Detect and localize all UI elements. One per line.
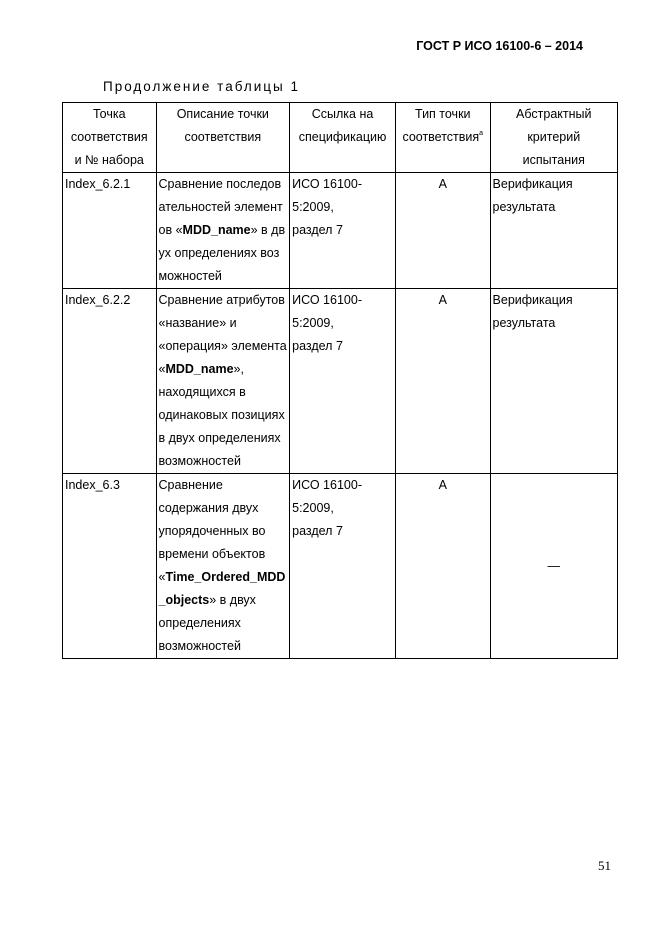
conformance-table xyxy=(62,102,618,659)
cell-description: Сравнение содержания двух упорядоченных во времени объектов «Time_Ordered_MDD_objects» в двух определениях возможностей xyxy=(156,474,290,659)
table-row xyxy=(63,289,618,474)
cell-spec-reference: ИСО 16100- 5:2009, раздел 7 xyxy=(290,474,396,659)
header-abstract-criterion: Абстрактный критерий испытания xyxy=(490,103,617,173)
header-spec-reference: Ссылка на спецификацию xyxy=(290,103,396,173)
cell-conformance-id: Index_6.2.1 xyxy=(63,173,157,289)
cell-criterion: Верификация результата xyxy=(490,173,617,289)
header-description: Описание точки соответствия xyxy=(156,103,290,173)
footnote-marker: a xyxy=(479,130,484,137)
cell-point-type: A xyxy=(395,474,490,659)
table-row xyxy=(63,173,618,289)
cell-conformance-id: Index_6.3 xyxy=(63,474,157,659)
cell-point-type: A xyxy=(395,289,490,474)
table-continuation-caption: Продолжение таблицы 1 xyxy=(103,79,300,94)
cell-spec-reference: ИСО 16100- 5:2009, раздел 7 xyxy=(290,289,396,474)
cell-point-type: A xyxy=(395,173,490,289)
cell-criterion: Верификация результата xyxy=(490,289,617,474)
table-row xyxy=(63,474,618,659)
cell-description: Сравнение атрибутов «название» и «операция» элемента «MDD_name», находящихся в одинаковых позициях в двух определениях возможностей xyxy=(156,289,290,474)
header-point-type: Тип точки соответствия$^a$ xyxy=(395,103,490,173)
cell-spec-reference: ИСО 16100- 5:2009, раздел 7 xyxy=(290,173,396,289)
header-conformance-point: Точка соответствия и № набора xyxy=(63,103,157,173)
cell-criterion-empty-dash: — xyxy=(490,474,617,659)
document-header: ГОСТ Р ИСО 16100-6 – 2014 xyxy=(416,39,583,53)
page-number: 51 xyxy=(598,858,611,873)
table-header-row xyxy=(63,103,618,173)
cell-conformance-id: Index_6.2.2 xyxy=(63,289,157,474)
cell-description: Сравнение последовательностей элементов «MDD_name» в двух определениях возможностей xyxy=(156,173,290,289)
